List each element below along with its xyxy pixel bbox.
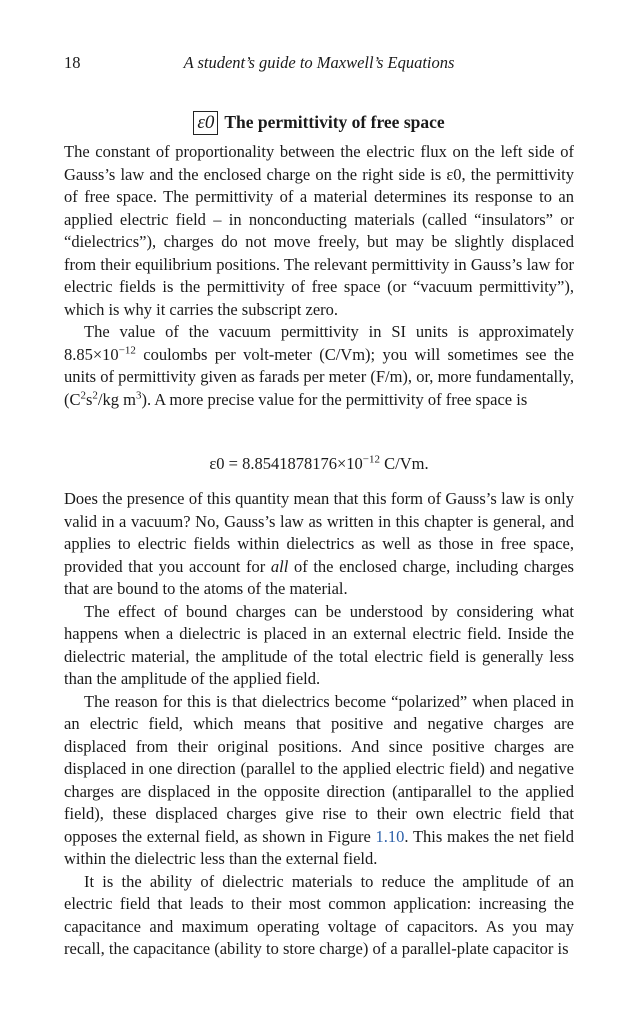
paragraph-2-part-d: /kg m	[97, 389, 136, 409]
section-heading	[0, 111, 638, 135]
paragraph-2-part-e: ). A more precise value for the permittivity of free space is	[141, 389, 528, 409]
paragraph-2-part-a: The value of the vacuum permittivity in SI units is approximately 8.85×10	[64, 322, 574, 364]
running-title: A student’s guide to Maxwell’s Equations	[183, 53, 455, 72]
equation-exponent: −12	[362, 453, 381, 466]
paragraph-2-sup-1: 2	[80, 389, 86, 401]
paragraph-3	[64, 488, 574, 601]
paragraph-2-part-b: coulombs per volt-meter (C/Vm); you will sometimes see the units of permittivity given as farads per meter (F/m), or, more fundamentally, (C	[64, 344, 574, 409]
paragraph-3-emphasis: all	[270, 556, 289, 576]
paragraph-5-part-a: The reason for this is that dielectrics become “polarized” when placed in an electric field, which means that positive and negative charges are displaced from their original positions. And since positive charges are displaced in one direction (parallel to the applied electric field) and negative charges are displaced in the opposite direction (antiparallel to the applied field), these displaced charges give rise to their own electric field that opposes the external field, as shown in Figure	[64, 691, 574, 846]
text-block-2	[64, 488, 574, 961]
paragraph-2-sup-2: 2	[92, 389, 98, 401]
paragraph-5	[64, 691, 574, 871]
paragraph-2-part-c: s	[86, 389, 93, 409]
permittivity-equation	[0, 454, 638, 474]
section-symbol: ε0	[193, 111, 218, 135]
running-header	[64, 53, 574, 75]
text-block-1	[64, 141, 574, 411]
paragraph-2-sup-3: 3	[135, 389, 142, 401]
paragraph-2-exponent: −12	[118, 344, 136, 356]
equation-part-b: C/Vm.	[380, 454, 429, 473]
paragraph-1: The constant of proportionality between the electric flux on the left side of Gauss’s law and the enclosed charge on the right side is ε0, the permittivity of free space. The permittivity of a material determines its response to an applied electric field – in nonconducting materials (called “insulators” or “dielectrics”), charges do not move freely, but may be slightly displaced from their equilibrium positions. The relevant permittivity in Gauss’s law for electric fields is the permittivity of free space (or “vacuum permittivity”), which is why it carries the subscript zero.	[64, 142, 574, 319]
paragraph-6: It is the ability of dielectric materials to reduce the amplitude of an electric field that leads to their most common application: increasing the capacitance and maximum operating voltage of capacitors. As you may recall, the capacitance (ability to store charge) of a parallel-plate capacitor is	[64, 871, 574, 958]
paragraph-2	[64, 321, 574, 411]
paragraph-3-part-b: of the enclosed charge, including charges that are bound to the atoms of the material.	[64, 556, 574, 598]
figure-link[interactable]: 1.10	[375, 826, 405, 846]
section-title: The permittivity of free space	[224, 112, 445, 132]
paragraph-5-part-b: . This makes the net field within the dielectric less than the external field.	[64, 826, 574, 868]
paragraph-4: The effect of bound charges can be understood by considering what happens when a dielectric is placed in an external electric field. Inside the dielectric material, the amplitude of the total electric field is generally less than the amplitude of the applied field.	[64, 601, 574, 688]
page-number: 18	[64, 53, 81, 72]
equation-part-a: ε0 = 8.8541878176×10	[209, 454, 363, 473]
paragraph-3-part-a: Does the presence of this quantity mean that this form of Gauss’s law is only valid in a vacuum? No, Gauss’s law as written in this chapter is general, and applies to electric fields within dielectrics as well as those in free space, provided that you account for	[64, 489, 574, 576]
